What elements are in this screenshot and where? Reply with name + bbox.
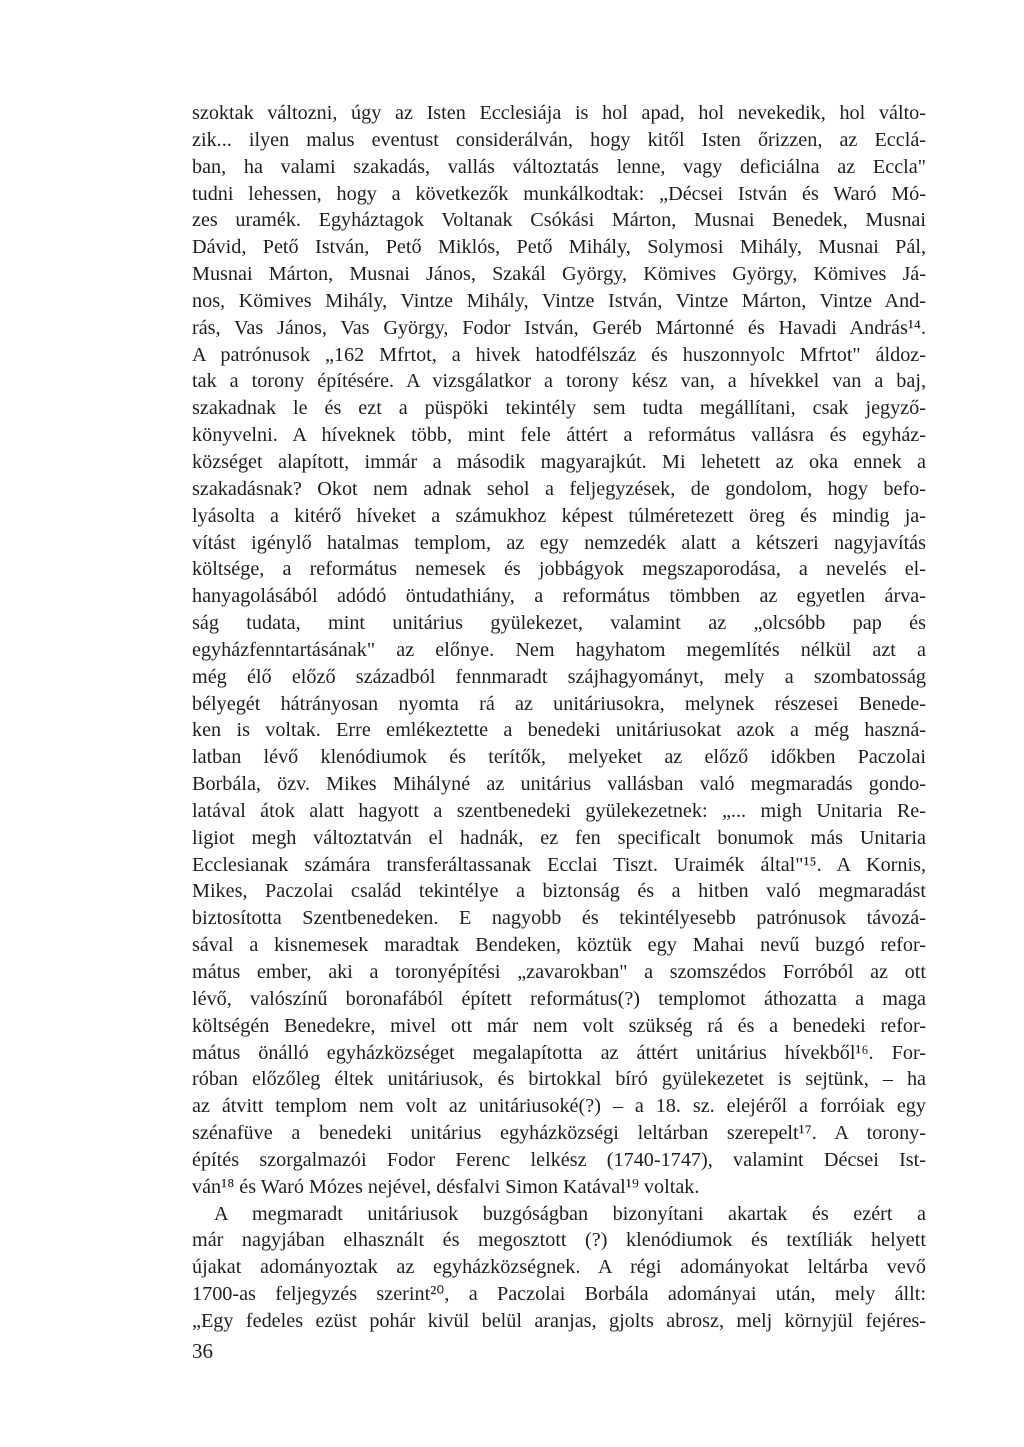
- text-line: Musnai Márton, Musnai János, Szakál György, Kömives György, Kömives Já-: [192, 263, 926, 286]
- text-line: már nagyjában elhasznált és megosztott (?) klenódiumok és textíliák helyett: [192, 1229, 926, 1252]
- page-number: 36: [192, 1339, 213, 1363]
- text-line: községet alapított, immár a második magyarajkút. Mi lehetett az oka ennek a: [192, 450, 926, 473]
- text-line: rás, Vas János, Vas György, Fodor István, Geréb Mártonné és Havadi András¹⁴.: [192, 316, 926, 339]
- text-line: bélyegét hátrányosan nyomta rá az unitáriusokra, melynek részesei Benede-: [192, 692, 926, 715]
- text-line: Mikes, Paczolai család tekintélye a biztonság és a hitben való megmaradást: [192, 880, 926, 903]
- text-line: biztosította Szentbenedeken. E nagyobb és tekintélyesebb patrónusok távozá-: [192, 907, 926, 930]
- text-line: zes uramék. Egyháztagok Voltanak Csókási Márton, Musnai Benedek, Musnai: [192, 209, 926, 232]
- text-line: lyásolta a kitérő híveket a számukhoz képest túlméretezett öreg és mindig ja-: [192, 504, 926, 527]
- text-line: sával a kisnemesek maradtak Bendeken, köztük egy Mahai nevű buzgó refor-: [192, 934, 926, 957]
- text-line: latával átok alatt hagyott a szentbenedeki gyülekezetnek: „... migh Unitaria Re-: [192, 799, 926, 822]
- text-line: újakat adományoztak az egyházközségnek. A régi adományokat leltárba vevő: [192, 1256, 926, 1279]
- text-line: építés szorgalmazói Fodor Ferenc lelkész (1740-1747), valamint Décsei Ist-: [192, 1148, 926, 1171]
- text-line: szakadásnak? Okot nem adnak sehol a feljegyzések, de gondolom, hogy befo-: [192, 477, 926, 500]
- text-line: „Egy fedeles ezüst pohár kivül belül aranjas, gjolts abrosz, melj környjül fejéres-: [192, 1309, 926, 1332]
- text-line: szoktak változni, úgy az Isten Ecclesiája is hol apad, hol nevekedik, hol válto-: [192, 102, 926, 124]
- text-line: A patrónusok „162 Mfrtot, a hivek hatodfélszáz és huszonnyolc Mfrtot" áldoz-: [192, 343, 926, 366]
- text-line: zik... ilyen malus eventust considerálván, hogy kitől Isten őrizzen, az Ecclá-: [192, 128, 926, 151]
- text-line: könyvelni. A híveknek több, mint fele áttért a református vallásra és egyház-: [192, 424, 926, 447]
- text-line: ban, ha valami szakadás, vallás változtatás lenne, vagy deficiálna az Eccla": [192, 155, 926, 178]
- text-line: Borbála, özv. Mikes Mihályné az unitárius vallásban való megmaradás gondo-: [192, 773, 926, 796]
- text-line: az átvitt templom nem volt az unitáriusoké(?) – a 18. sz. elejéről a forróiak egy: [192, 1095, 926, 1118]
- text-line: egyházfenntartásának" az előnye. Nem hagyhatom megemlítés nélkül azt a: [192, 638, 926, 661]
- text-line: mátus önálló egyházközséget megalapította az áttért unitárius hívekből¹⁶. For-: [192, 1041, 926, 1064]
- text-line: költsége, a református nemesek és jobbágyok megszaporodása, a nevelés el-: [192, 558, 926, 581]
- text-line: ken is voltak. Erre emlékeztette a benedeki unitáriusokat azok a még haszná-: [192, 719, 926, 742]
- text-line: Dávid, Pető István, Pető Miklós, Pető Mihály, Solymosi Mihály, Musnai Pál,: [192, 236, 926, 259]
- text-line: mátus ember, aki a toronyépítési „zavarokban" a szomszédos Forróból az ott: [192, 961, 926, 983]
- text-line: lévő, valószínű boronafából épített református(?) templomot áthozatta a maga: [192, 987, 926, 1010]
- text-line: hanyagolásából adódó öntudathiány, a református tömbben az egyetlen árva-: [192, 585, 926, 608]
- text-line: szakadnak le és ezt a püspöki tekintély sem tudta megállítani, csak jegyző-: [192, 397, 926, 420]
- text-line: nos, Kömives Mihály, Vintze Mihály, Vintze István, Vintze Márton, Vintze And-: [192, 289, 926, 312]
- text-line: tudni lehessen, hogy a következők munkálkodtak: „Décsei István és Waró Mó-: [192, 182, 926, 205]
- text-line: ván¹⁸ és Waró Mózes nejével, désfalvi Simon Katával¹⁹ voltak.: [192, 1175, 700, 1198]
- text-line: latban lévő klenódiumok és terítők, melyeket az előző időkben Paczolai: [192, 746, 926, 769]
- text-line: 1700-as feljegyzés szerint²⁰, a Paczolai Borbála adományai után, mely állt:: [192, 1283, 926, 1306]
- text-line: költségén Benedekre, mivel ott már nem volt szükség rá és a benedeki refor-: [192, 1014, 926, 1037]
- body-text: [192, 100, 926, 1335]
- text-line: Ecclesianak számára transferáltassanak Ecclai Tiszt. Uraimék által"¹⁵. A Kornis,: [192, 853, 926, 876]
- text-line: ság tudata, mint unitárius gyülekezet, valamint az „olcsóbb pap és: [192, 612, 926, 635]
- text-line: ligiot megh változtatván el hadnák, ez fen specificalt bonumok más Unitaria: [192, 826, 926, 849]
- text-line: vítást igénylő hatalmas templom, az egy nemzedék alatt a kétszeri nagyjavítás: [192, 531, 926, 554]
- text-line: A megmaradt unitáriusok buzgóságban bizonyítani akartak és ezért a: [214, 1202, 926, 1225]
- text-line: szénafüve a benedeki unitárius egyházközségi leltárban szerepelt¹⁷. A torony-: [192, 1122, 926, 1145]
- text-line: tak a torony építésére. A vizsgálatkor a torony kész van, a hívekkel van a baj,: [192, 370, 926, 393]
- text-line: még élő előző századból fennmaradt szájhagyományt, mely a szombatosság: [192, 665, 926, 688]
- text-line: róban előzőleg éltek unitáriusok, és birtokkal bíró gyülekezetet is sejtünk, – ha: [192, 1068, 926, 1091]
